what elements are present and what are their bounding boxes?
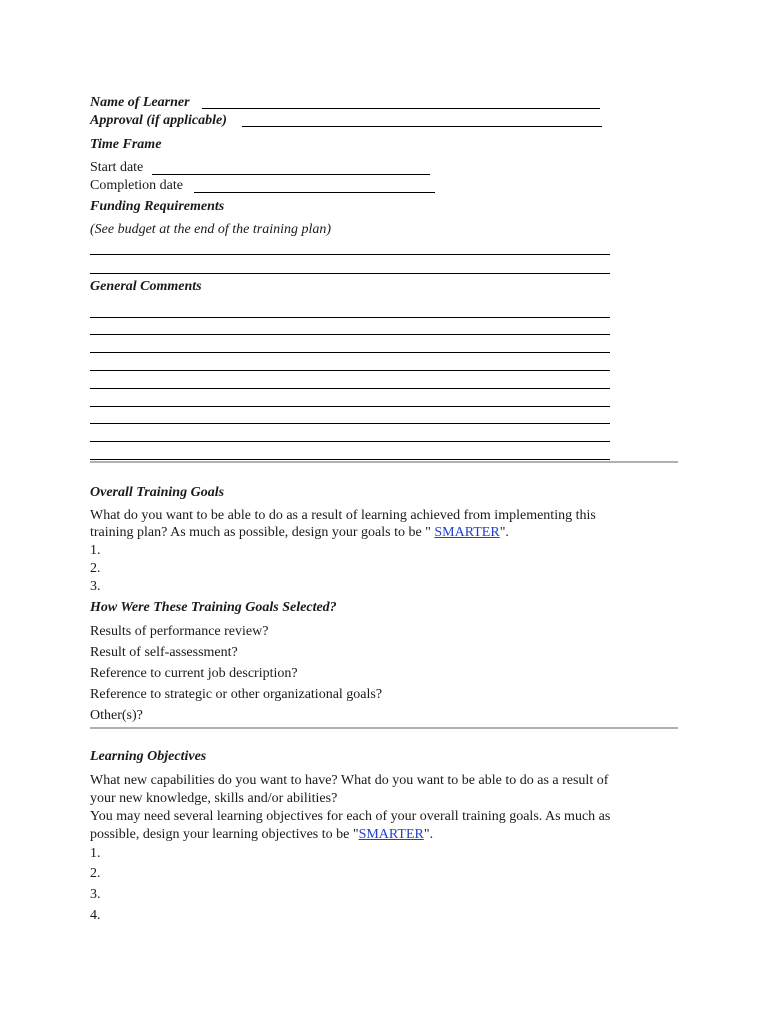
training-goals-heading: Overall Training Goals: [90, 485, 225, 500]
name-of-learner-field[interactable]: [202, 108, 600, 109]
goal-selection-option: Result of self-assessment?: [90, 645, 238, 660]
start-date-field[interactable]: [152, 174, 430, 175]
general-comments-heading: General Comments: [90, 279, 202, 294]
comment-line[interactable]: [90, 406, 610, 407]
time-frame-heading: Time Frame: [90, 137, 162, 152]
goal-selection-heading: How Were These Training Goals Selected?: [90, 600, 337, 615]
goal-selection-option: Other(s)?: [90, 708, 143, 723]
funding-note: (See budget at the end of the training plan): [90, 222, 332, 237]
funding-line[interactable]: [90, 254, 610, 255]
comment-line[interactable]: [90, 388, 610, 389]
name-of-learner-label: Name of Learner: [90, 95, 190, 110]
learning-objective-item: 2.: [90, 866, 101, 881]
training-goal-item: 1.: [90, 543, 101, 558]
start-date-label: Start date: [90, 160, 144, 175]
comment-line[interactable]: [90, 352, 610, 353]
learning-objectives-text-post: ".: [423, 827, 434, 842]
learning-objectives-text-line4: [90, 826, 433, 844]
smarter-link[interactable]: SMARTER: [434, 525, 500, 540]
learning-objectives-heading: Learning Objectives: [90, 749, 207, 764]
approval-field[interactable]: [242, 126, 602, 127]
learning-objective-item: 3.: [90, 887, 101, 902]
comment-line[interactable]: [90, 441, 610, 442]
goal-selection-option: Reference to current job description?: [90, 666, 298, 681]
learning-objective-item: 1.: [90, 846, 101, 861]
training-goal-item: 3.: [90, 579, 101, 594]
comment-line[interactable]: [90, 459, 610, 460]
training-goals-text-pre: training plan? As much as possible, design your goals to be ": [90, 525, 435, 540]
learning-objectives-text: What new capabilities do you want to have? What do you want to be able to do as a result of: [90, 773, 609, 788]
training-goals-text: What do you want to be able to do as a result of learning achieved from implementing this: [90, 508, 596, 523]
training-goal-item: 2.: [90, 561, 101, 576]
completion-date-label: Completion date: [90, 178, 183, 193]
goal-selection-option: Reference to strategic or other organizational goals?: [90, 687, 383, 702]
smarter-link[interactable]: SMARTER: [358, 827, 424, 842]
comment-line[interactable]: [90, 334, 610, 335]
training-goals-text-post: ".: [499, 525, 509, 540]
learning-objectives-text: You may need several learning objectives for each of your overall training goals. As much as: [90, 809, 611, 824]
learning-objectives-text-pre: possible, design your learning objectives to be ": [90, 827, 359, 842]
approval-label: Approval (if applicable): [90, 113, 227, 128]
comment-line[interactable]: [90, 370, 610, 371]
training-goals-text-line2: [90, 524, 509, 542]
learning-objectives-text: your new knowledge, skills and/or abilities?: [90, 791, 338, 806]
learning-objective-item: 4.: [90, 908, 101, 923]
goal-selection-option: Results of performance review?: [90, 624, 269, 639]
section-divider: [90, 461, 678, 463]
comment-line[interactable]: [90, 317, 610, 318]
comment-line[interactable]: [90, 423, 610, 424]
funding-line[interactable]: [90, 273, 610, 274]
funding-heading: Funding Requirements: [90, 199, 225, 214]
section-divider: [90, 727, 678, 729]
completion-date-field[interactable]: [194, 192, 435, 193]
